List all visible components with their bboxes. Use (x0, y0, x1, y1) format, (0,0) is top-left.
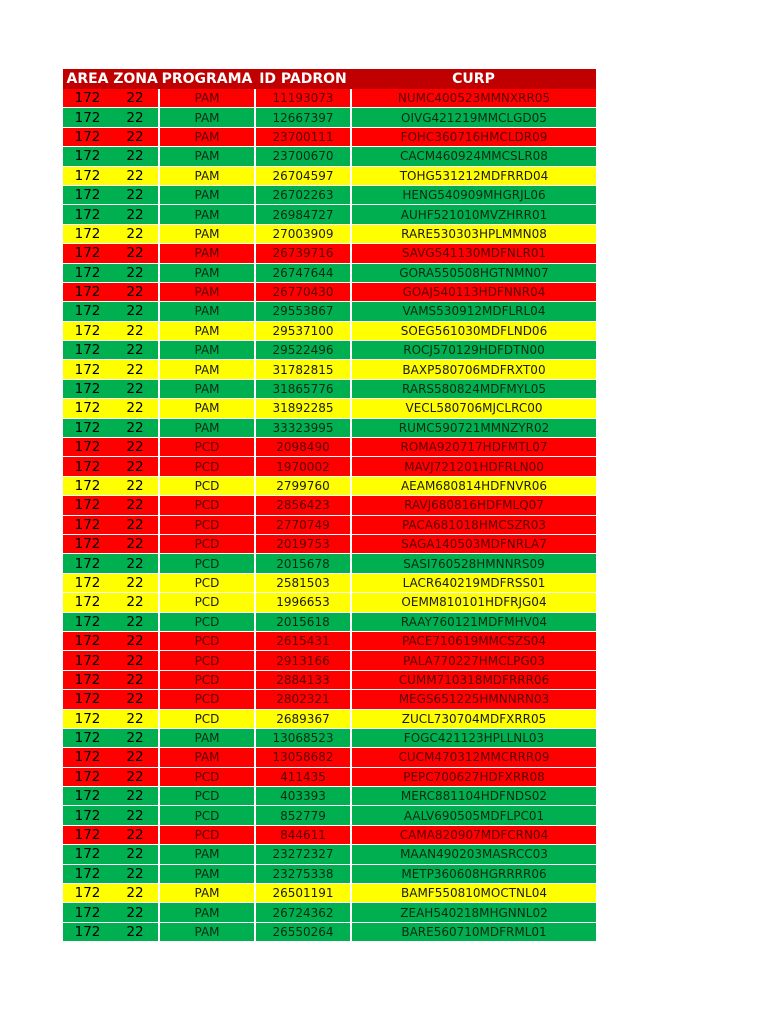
curp-cell: CAMA820907MDFCRN04 (351, 825, 596, 844)
area-cell: 172 (63, 593, 112, 612)
programa-cell: PAM (159, 884, 255, 903)
programa-cell: PAM (159, 728, 255, 747)
area-cell: 172 (63, 534, 112, 553)
zona-cell: 22 (112, 534, 159, 553)
area-cell: 172 (63, 379, 112, 398)
curp-cell: CACM460924MMCSLR08 (351, 147, 596, 166)
area-cell: 172 (63, 185, 112, 204)
area-cell: 172 (63, 825, 112, 844)
id-padron-cell: 23275338 (255, 864, 351, 883)
curp-cell: NUMC400523MMNXRR05 (351, 89, 596, 108)
zona-cell: 22 (112, 709, 159, 728)
table-row (63, 185, 596, 204)
programa-cell: PCD (159, 651, 255, 670)
area-cell: 172 (63, 224, 112, 243)
table-row (63, 476, 596, 495)
table-row (63, 418, 596, 437)
curp-cell: ROMA920717HDFMTL07 (351, 438, 596, 457)
table-row (63, 554, 596, 573)
id-padron-cell: 12667397 (255, 108, 351, 127)
table-row (63, 244, 596, 263)
id-padron-cell: 26770430 (255, 282, 351, 301)
zona-cell: 22 (112, 282, 159, 301)
header-programa: PROGRAMA (159, 69, 255, 89)
curp-cell: TOHG531212MDFRRD04 (351, 166, 596, 185)
area-cell: 172 (63, 651, 112, 670)
zona-cell: 22 (112, 127, 159, 146)
area-cell: 172 (63, 147, 112, 166)
table-row (63, 573, 596, 592)
zona-cell: 22 (112, 651, 159, 670)
id-padron-cell: 23272327 (255, 845, 351, 864)
table-row (63, 224, 596, 243)
zona-cell: 22 (112, 244, 159, 263)
area-cell: 172 (63, 690, 112, 709)
id-padron-cell: 29553867 (255, 302, 351, 321)
header-area: AREA (63, 69, 112, 89)
zona-cell: 22 (112, 767, 159, 786)
area-cell: 172 (63, 166, 112, 185)
zona-cell: 22 (112, 631, 159, 650)
curp-cell: VECL580706MJCLRC00 (351, 399, 596, 418)
id-padron-cell: 27003909 (255, 224, 351, 243)
area-cell: 172 (63, 631, 112, 650)
area-cell: 172 (63, 127, 112, 146)
programa-cell: PAM (159, 360, 255, 379)
id-padron-cell: 26550264 (255, 922, 351, 941)
table-row (63, 127, 596, 146)
zona-cell: 22 (112, 884, 159, 903)
id-padron-cell: 29522496 (255, 341, 351, 360)
header-zona: ZONA (113, 71, 158, 87)
area-cell: 172 (63, 360, 112, 379)
id-padron-cell: 31892285 (255, 399, 351, 418)
zona-cell: 22 (112, 224, 159, 243)
area-cell: 172 (63, 282, 112, 301)
curp-cell: LACR640219MDFRSS01 (351, 573, 596, 592)
curp-cell: HENG540909MHGRJL06 (351, 185, 596, 204)
zona-cell: 22 (112, 360, 159, 379)
area-cell: 172 (63, 709, 112, 728)
header-curp: CURP (351, 69, 596, 89)
id-padron-cell: 2799760 (255, 476, 351, 495)
table-row (63, 341, 596, 360)
id-padron-cell: 26702263 (255, 185, 351, 204)
area-cell: 172 (63, 573, 112, 592)
id-padron-cell: 26501191 (255, 884, 351, 903)
programa-cell: PCD (159, 573, 255, 592)
zona-cell: 22 (112, 806, 159, 825)
curp-cell: SAVG541130MDFNLR01 (351, 244, 596, 263)
programa-cell: PCD (159, 554, 255, 573)
id-padron-cell: 2098490 (255, 438, 351, 457)
programa-cell: PAM (159, 864, 255, 883)
area-cell: 172 (63, 205, 112, 224)
curp-cell: VAMS530912MDFLRL04 (351, 302, 596, 321)
curp-cell: ROCJ570129HDFDTN00 (351, 341, 596, 360)
table-row (63, 457, 596, 476)
table-row (63, 399, 596, 418)
zona-cell: 22 (112, 418, 159, 437)
table-row (63, 89, 596, 108)
id-padron-cell: 29537100 (255, 321, 351, 340)
id-padron-cell: 844611 (255, 825, 351, 844)
curp-cell: PALA770227HMCLPG03 (351, 651, 596, 670)
programa-cell: PAM (159, 89, 255, 108)
zona-cell: 22 (112, 399, 159, 418)
id-padron-cell: 13058682 (255, 748, 351, 767)
table-row (63, 534, 596, 553)
id-padron-cell: 31782815 (255, 360, 351, 379)
area-cell: 172 (63, 418, 112, 437)
programa-cell: PCD (159, 515, 255, 534)
area-cell: 172 (63, 321, 112, 340)
id-padron-cell: 852779 (255, 806, 351, 825)
id-padron-cell: 1996653 (255, 593, 351, 612)
table-row (63, 166, 596, 185)
area-cell: 172 (63, 806, 112, 825)
table-row (63, 709, 596, 728)
header-id-padron: ID PADRON (255, 69, 351, 89)
zona-cell: 22 (112, 573, 159, 592)
zona-cell: 22 (112, 89, 159, 108)
curp-cell: BAMF550810MOCTNL04 (351, 884, 596, 903)
curp-cell: PACA681018HMCSZR03 (351, 515, 596, 534)
area-cell: 172 (63, 438, 112, 457)
curp-cell: OIVG421219MMCLGD05 (351, 108, 596, 127)
id-padron-cell: 26704597 (255, 166, 351, 185)
zona-cell: 22 (112, 457, 159, 476)
table-row (63, 379, 596, 398)
programa-cell: PAM (159, 302, 255, 321)
programa-cell: PCD (159, 767, 255, 786)
programa-cell: PCD (159, 806, 255, 825)
zona-cell: 22 (112, 302, 159, 321)
table-row (63, 903, 596, 922)
table-row (63, 690, 596, 709)
programa-cell: PCD (159, 709, 255, 728)
id-padron-cell: 23700670 (255, 147, 351, 166)
id-padron-cell: 2015678 (255, 554, 351, 573)
zona-cell: 22 (112, 108, 159, 127)
area-cell: 172 (63, 263, 112, 282)
area-cell: 172 (63, 612, 112, 631)
id-padron-cell: 26739716 (255, 244, 351, 263)
programa-cell: PCD (159, 593, 255, 612)
zona-cell: 22 (112, 554, 159, 573)
zona-cell: 22 (112, 670, 159, 689)
id-padron-cell: 2884133 (255, 670, 351, 689)
curp-cell: AEAM680814HDFNVR06 (351, 476, 596, 495)
table-row (63, 864, 596, 883)
programa-cell: PAM (159, 418, 255, 437)
area-cell: 172 (63, 748, 112, 767)
programa-cell: PAM (159, 185, 255, 204)
id-padron-cell: 2019753 (255, 534, 351, 553)
programa-cell: PAM (159, 379, 255, 398)
curp-cell: RARS580824MDFMYL05 (351, 379, 596, 398)
table-row (63, 321, 596, 340)
zona-cell: 22 (112, 612, 159, 631)
curp-cell: GORA550508HGTNMN07 (351, 263, 596, 282)
zona-cell: 22 (112, 496, 159, 515)
id-padron-cell: 411435 (255, 767, 351, 786)
programa-cell: PAM (159, 263, 255, 282)
id-padron-cell: 31865776 (255, 379, 351, 398)
programa-cell: PCD (159, 690, 255, 709)
zona-cell: 22 (112, 864, 159, 883)
curp-cell: FOHC360716HMCLDR09 (351, 127, 596, 146)
id-padron-cell: 2015618 (255, 612, 351, 631)
curp-cell: RARE530303HPLMMN08 (351, 224, 596, 243)
programa-cell: PCD (159, 457, 255, 476)
zona-cell: 22 (112, 438, 159, 457)
programa-cell: PAM (159, 282, 255, 301)
id-padron-cell: 2615431 (255, 631, 351, 650)
padron-table (63, 69, 596, 942)
area-cell: 172 (63, 787, 112, 806)
area-cell: 172 (63, 341, 112, 360)
zona-cell: 22 (112, 845, 159, 864)
programa-cell: PCD (159, 612, 255, 631)
programa-cell: PAM (159, 748, 255, 767)
id-padron-cell: 26747644 (255, 263, 351, 282)
curp-cell: AUHF521010MVZHRR01 (351, 205, 596, 224)
id-padron-cell: 2581503 (255, 573, 351, 592)
programa-cell: PAM (159, 205, 255, 224)
zona-cell: 22 (112, 476, 159, 495)
programa-cell: PAM (159, 224, 255, 243)
zona-cell: 22 (112, 515, 159, 534)
zona-cell: 22 (112, 263, 159, 282)
area-cell: 172 (63, 554, 112, 573)
curp-cell: AALV690505MDFLPC01 (351, 806, 596, 825)
id-padron-cell: 23700111 (255, 127, 351, 146)
id-padron-cell: 2770749 (255, 515, 351, 534)
area-cell: 172 (63, 864, 112, 883)
zona-cell: 22 (112, 787, 159, 806)
table-row (63, 787, 596, 806)
curp-cell: SOEG561030MDFLND06 (351, 321, 596, 340)
curp-cell: ZUCL730704MDFXRR05 (351, 709, 596, 728)
programa-cell: PAM (159, 127, 255, 146)
programa-cell: PAM (159, 108, 255, 127)
programa-cell: PAM (159, 845, 255, 864)
id-padron-cell: 13068523 (255, 728, 351, 747)
table-row (63, 108, 596, 127)
programa-cell: PCD (159, 534, 255, 553)
zona-cell: 22 (112, 379, 159, 398)
area-cell: 172 (63, 399, 112, 418)
zona-cell: 22 (112, 205, 159, 224)
table-row (63, 302, 596, 321)
table-row (63, 147, 596, 166)
area-cell: 172 (63, 108, 112, 127)
area-cell: 172 (63, 302, 112, 321)
curp-cell: CUCM470312MMCRRR09 (351, 748, 596, 767)
table-row (63, 767, 596, 786)
id-padron-cell: 33323995 (255, 418, 351, 437)
zona-cell: 22 (112, 321, 159, 340)
programa-cell: PCD (159, 825, 255, 844)
table-row (63, 922, 596, 941)
programa-cell: PAM (159, 147, 255, 166)
id-padron-cell: 2913166 (255, 651, 351, 670)
table-row (63, 205, 596, 224)
table-row (63, 593, 596, 612)
zona-cell: 22 (112, 185, 159, 204)
id-padron-cell: 2802321 (255, 690, 351, 709)
zona-cell: 22 (112, 147, 159, 166)
curp-cell: MERC881104HDFNDS02 (351, 787, 596, 806)
area-cell: 172 (63, 476, 112, 495)
curp-cell: RUMC590721MMNZYR02 (351, 418, 596, 437)
curp-cell: ZEAH540218MHGNNL02 (351, 903, 596, 922)
zona-cell: 22 (112, 166, 159, 185)
area-cell: 172 (63, 903, 112, 922)
table-row (63, 806, 596, 825)
programa-cell: PAM (159, 341, 255, 360)
area-cell: 172 (63, 767, 112, 786)
programa-cell: PCD (159, 496, 255, 515)
curp-cell: PACE710619MMCSZS04 (351, 631, 596, 650)
zona-cell: 22 (112, 728, 159, 747)
programa-cell: PCD (159, 787, 255, 806)
programa-cell: PAM (159, 244, 255, 263)
id-padron-cell: 11193073 (255, 89, 351, 108)
programa-cell: PCD (159, 438, 255, 457)
curp-cell: METP360608HGRRRR06 (351, 864, 596, 883)
curp-cell: CUMM710318MDFRRR06 (351, 670, 596, 689)
curp-cell: MAVJ721201HDFRLN00 (351, 457, 596, 476)
curp-cell: BAXP580706MDFRXT00 (351, 360, 596, 379)
zona-cell: 22 (112, 593, 159, 612)
zona-cell: 22 (112, 341, 159, 360)
table-row (63, 515, 596, 534)
table-row (63, 845, 596, 864)
table-row (63, 748, 596, 767)
area-cell: 172 (63, 515, 112, 534)
table-body (63, 89, 596, 942)
curp-cell: RAVJ680816HDFMLQ07 (351, 496, 596, 515)
curp-cell: OEMM810101HDFRJG04 (351, 593, 596, 612)
curp-cell: SAGA140503MDFNRLA7 (351, 534, 596, 553)
table-row (63, 438, 596, 457)
area-cell: 172 (63, 244, 112, 263)
curp-cell: GOAJ540113HDFNNR04 (351, 282, 596, 301)
area-cell: 172 (63, 845, 112, 864)
curp-cell: FOGC421123HPLLNL03 (351, 728, 596, 747)
id-padron-cell: 26984727 (255, 205, 351, 224)
table-row (63, 631, 596, 650)
zona-cell: 22 (112, 748, 159, 767)
programa-cell: PAM (159, 166, 255, 185)
id-padron-cell: 2689367 (255, 709, 351, 728)
curp-cell: PEPC700627HDFXRR08 (351, 767, 596, 786)
area-cell: 172 (63, 728, 112, 747)
programa-cell: PAM (159, 903, 255, 922)
table-row (63, 496, 596, 515)
programa-cell: PAM (159, 399, 255, 418)
curp-cell: BARE560710MDFRML01 (351, 922, 596, 941)
table-row (63, 884, 596, 903)
table-row (63, 825, 596, 844)
id-padron-cell: 2856423 (255, 496, 351, 515)
id-padron-cell: 1970002 (255, 457, 351, 476)
table-row (63, 360, 596, 379)
area-cell: 172 (63, 496, 112, 515)
table-row (63, 263, 596, 282)
programa-cell: PCD (159, 631, 255, 650)
id-padron-cell: 26724362 (255, 903, 351, 922)
curp-cell: SASI760528HMNNRS09 (351, 554, 596, 573)
area-cell: 172 (63, 922, 112, 941)
programa-cell: PCD (159, 670, 255, 689)
zona-cell: 22 (112, 922, 159, 941)
curp-cell: RAAY760121MDFMHV04 (351, 612, 596, 631)
area-cell: 172 (63, 884, 112, 903)
header-row (63, 69, 596, 89)
zona-cell: 22 (112, 903, 159, 922)
area-cell: 172 (63, 670, 112, 689)
programa-cell: PAM (159, 922, 255, 941)
table-row (63, 282, 596, 301)
curp-cell: MAAN490203MASRCC03 (351, 845, 596, 864)
curp-cell: MEGS651225HMNNRN03 (351, 690, 596, 709)
area-cell: 172 (63, 457, 112, 476)
zona-cell: 22 (112, 825, 159, 844)
table-row (63, 651, 596, 670)
table-row (63, 612, 596, 631)
programa-cell: PCD (159, 476, 255, 495)
id-padron-cell: 403393 (255, 787, 351, 806)
table-row (63, 670, 596, 689)
programa-cell: PAM (159, 321, 255, 340)
zona-cell: 22 (112, 690, 159, 709)
area-cell: 172 (63, 89, 112, 108)
table-row (63, 728, 596, 747)
